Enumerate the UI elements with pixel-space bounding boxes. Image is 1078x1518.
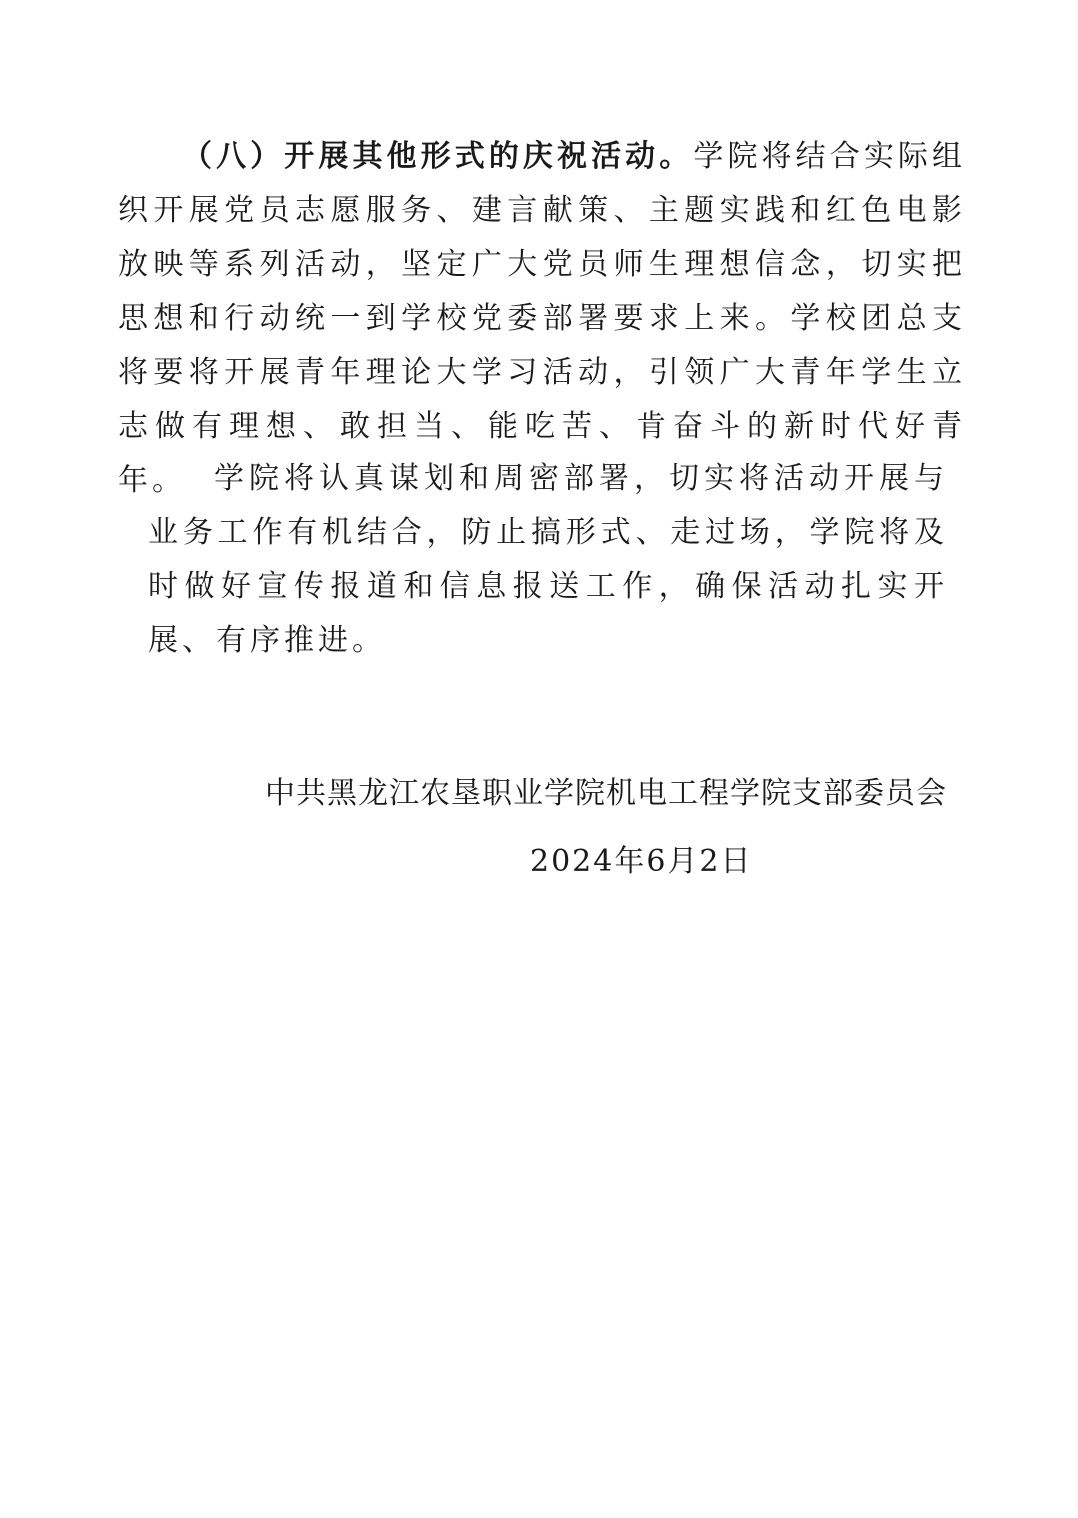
signature-organization: 中共黑龙江农垦职业学院机电工程学院支部委员会 xyxy=(265,776,947,811)
signature-date: 2024年6月2日 xyxy=(530,844,753,879)
closing-paragraph: 学院将认真谋划和周密部署，切实将活动开展与业务工作有机结合，防止搞形式、走过场，学院将及时做好宣传报道和信息报送工作，确保活动扎实开展、有序推进。 xyxy=(148,461,948,658)
section-eight-heading: （八）开展其他形式的庆祝活动。 xyxy=(182,139,694,174)
section-eight-body: 学院将结合实际组织开展党员志愿服务、建言献策、主题实践和红色电影放映等系列活动，坚定广大党员师生理想信念，切实把思想和行动统一到学校党委部署要求上来。学校团总支将要将开展青年理论大学习活动，引领广大青年学生立志做有理想、敢担当、能吃苦、肯奋斗的新时代好青年。 xyxy=(118,139,967,498)
